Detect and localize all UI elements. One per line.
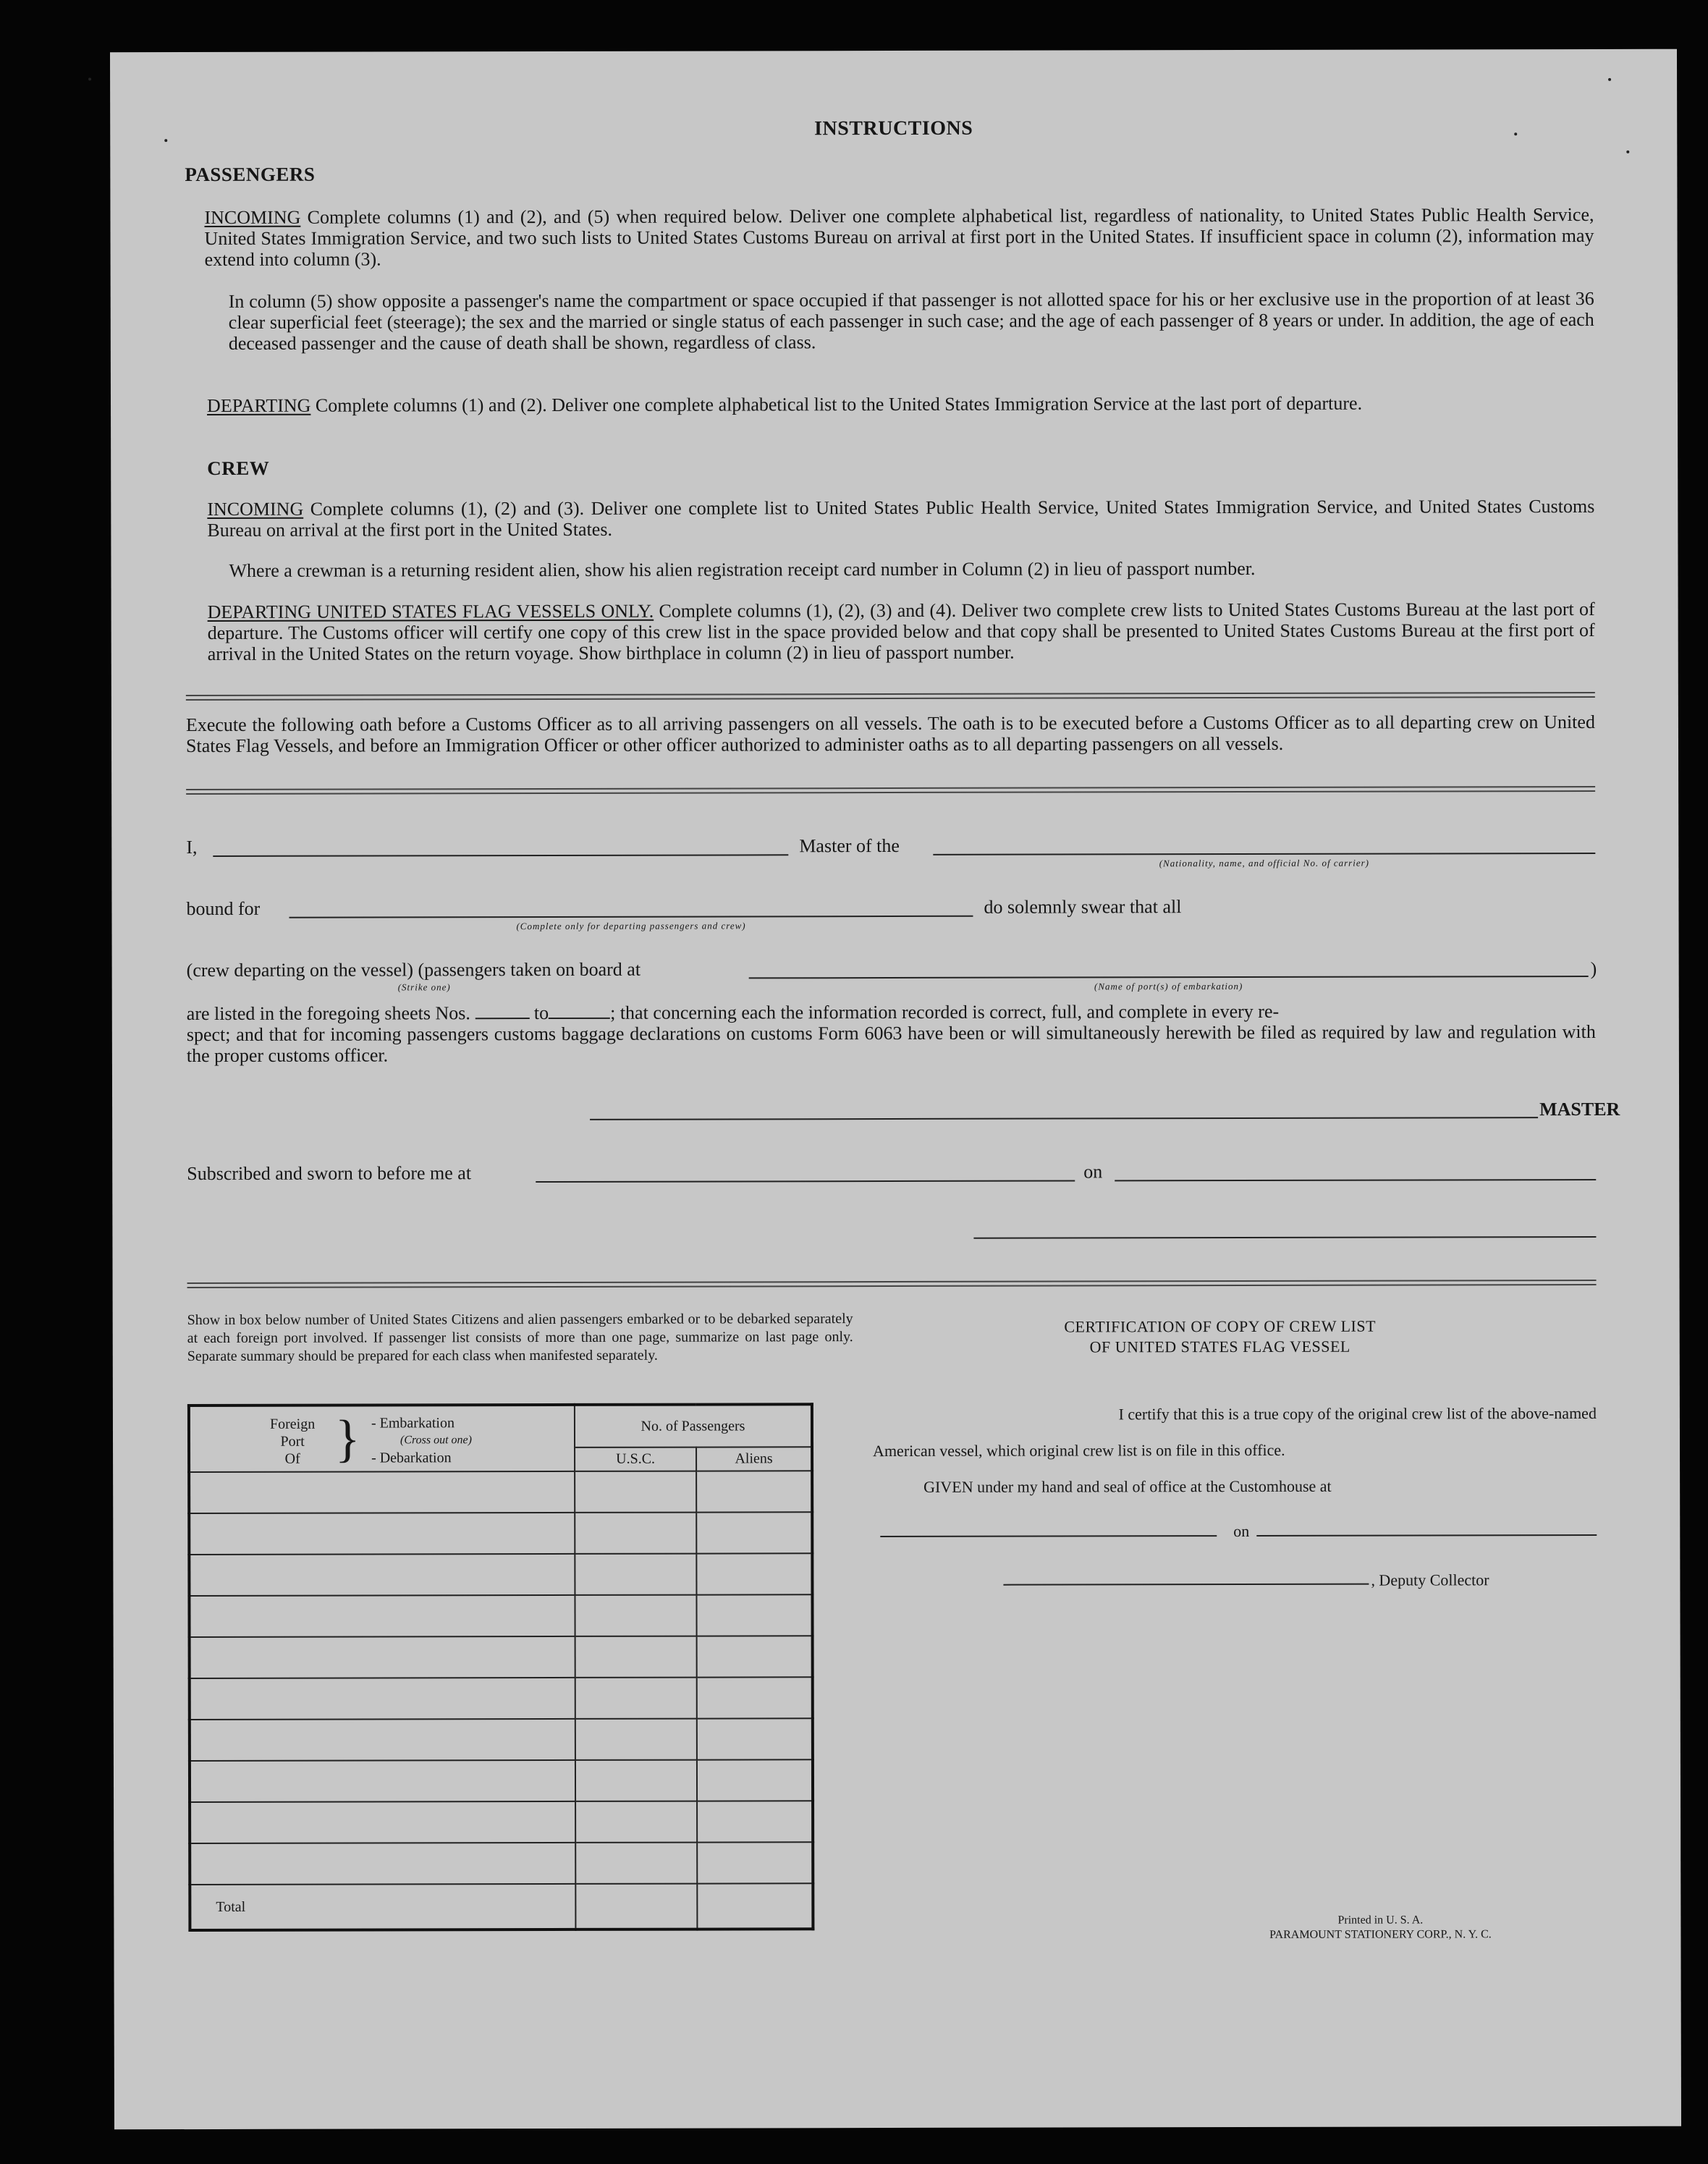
listed-line — [187, 1001, 1279, 1025]
sheet-to-field[interactable] — [549, 1018, 610, 1019]
no-passengers-header: No. of Passengers — [575, 1404, 812, 1447]
passenger-summary-table — [187, 1403, 815, 1932]
aliens-cell[interactable] — [696, 1553, 812, 1594]
bound-for-field[interactable] — [289, 916, 973, 918]
passengers-incoming-text: Complete columns (1) and (2), and (5) when required below. Deliver one complete alphabetical list, regardless of nationality, to United States Public Health Service, United States Immigration Service, and two such lists to United States Customs Bureau on arrival at first port in the United States. If insufficient space in column (2), information may extend into column (3). — [204, 203, 1594, 270]
table-row — [189, 1471, 812, 1513]
usc-cell[interactable] — [575, 1595, 696, 1636]
certification-title-line2: OF UNITED STATES FLAG VESSEL — [1089, 1337, 1350, 1356]
port-cell[interactable] — [189, 1554, 575, 1596]
close-paren: ) — [1590, 958, 1597, 979]
table-row — [190, 1801, 813, 1843]
passengers-heading: PASSENGERS — [185, 163, 316, 186]
strike-note: (Strike one) — [397, 981, 451, 993]
oath-instruction: Execute the following oath before a Customs Officer as to all arriving passengers on all vessels. The oath is to be executed before a Customs Officer as to all departing crew on United States Flag Vessels, and before an Immigration Officer or other officer authorized to administer oaths as to all departing passengers on all vessels. — [185, 711, 1595, 757]
aliens-cell[interactable] — [697, 1759, 813, 1801]
listed-prefix: are listed in the foregoing sheets Nos. — [186, 1002, 470, 1025]
crew-incoming-text: Complete columns (1), (2) and (3). Deliver one complete list to United States Public Health Service, United States Immigration Service, and United States Customs Bureau on arrival at the first port in the United States. — [207, 495, 1595, 541]
table-row — [189, 1553, 812, 1596]
aliens-cell[interactable] — [696, 1594, 812, 1636]
passengers-departing-label: DEPARTING — [206, 394, 311, 416]
crew-heading: CREW — [207, 457, 270, 479]
crew-incoming-paragraph — [207, 496, 1594, 541]
table-row — [190, 1759, 813, 1802]
speck — [88, 77, 91, 80]
speck — [1608, 78, 1611, 81]
usc-cell[interactable] — [575, 1801, 697, 1843]
port-cell[interactable] — [190, 1719, 575, 1761]
passengers-incoming-paragraph — [204, 204, 1594, 270]
sworn-on-label: on — [1083, 1161, 1103, 1183]
sheet-from-field[interactable] — [475, 1018, 529, 1019]
usc-header: U.S.C. — [575, 1447, 696, 1471]
master-signature-field[interactable] — [590, 1117, 1538, 1120]
embarkation-ports-field[interactable] — [749, 976, 1589, 979]
page-title: INSTRUCTIONS — [814, 117, 973, 140]
swear-label: do solemnly swear that all — [984, 896, 1182, 918]
table-row — [190, 1842, 813, 1885]
table-row — [189, 1594, 812, 1637]
cert-date-field[interactable] — [1256, 1534, 1597, 1537]
foreign-word: Foreign — [269, 1416, 316, 1432]
aliens-cell[interactable] — [696, 1471, 812, 1512]
oath-i-label: I, — [186, 837, 198, 858]
usc-total-cell[interactable] — [575, 1884, 697, 1930]
aliens-header: Aliens — [696, 1447, 812, 1471]
printer-line2: PARAMOUNT STATIONERY CORP., N. Y. C. — [1269, 1928, 1492, 1941]
officer-signature-field[interactable] — [973, 1236, 1596, 1239]
given-line: GIVEN under my hand and seal of office at the Customhouse at — [923, 1476, 1332, 1496]
table-row — [190, 1636, 813, 1678]
crew-passengers-label: (crew departing on the vessel) (passengers taken on board at — [186, 958, 641, 981]
table-row — [189, 1512, 812, 1555]
sworn-date-field[interactable] — [1115, 1179, 1596, 1181]
divider — [186, 786, 1595, 795]
crew-departing-label: DEPARTING UNITED STATES FLAG VESSELS ONLY. — [207, 600, 654, 622]
bound-for-label: bound for — [186, 897, 261, 920]
aliens-cell[interactable] — [697, 1677, 813, 1718]
passengers-departing-text: Complete columns (1) and (2). Deliver one complete alphabetical list to the United States Immigration Service at the last port of departure. — [310, 392, 1363, 416]
aliens-cell[interactable] — [697, 1718, 813, 1759]
printer-imprint — [1178, 1913, 1583, 1943]
master-label: MASTER — [1539, 1098, 1620, 1120]
to-label: to — [533, 1002, 549, 1024]
total-label: Total — [190, 1884, 575, 1930]
aliens-cell[interactable] — [696, 1512, 812, 1553]
debarkation-label: - Debarkation — [371, 1450, 452, 1466]
port-cell[interactable] — [189, 1595, 575, 1637]
cross-out-note: (Cross out one) — [399, 1434, 473, 1447]
usc-cell[interactable] — [575, 1760, 697, 1801]
port-cell[interactable] — [190, 1678, 575, 1720]
aliens-cell[interactable] — [697, 1636, 813, 1677]
certification-title — [916, 1316, 1524, 1358]
usc-cell[interactable] — [575, 1636, 697, 1678]
speck — [1626, 151, 1629, 153]
crew-departing-text: Complete columns (1), (2), (3) and (4). Deliver two complete crew lists to United States Customs Bureau at the last port of departure. The Customs officer will certify one copy of this crew list in the space provided below and that copy shall be presented to United States Customs Bureau at the first port of arrival in the United States on the return voyage. Show birthplace in column (2) in lieu of passport number. — [207, 598, 1595, 664]
port-cell[interactable] — [190, 1636, 575, 1678]
port-header — [189, 1405, 575, 1472]
aliens-total-cell[interactable] — [697, 1883, 813, 1929]
carrier-note: (Nationality, name, and official No. of carrier) — [1159, 857, 1370, 869]
printer-line1: Printed in U. S. A. — [1337, 1914, 1424, 1927]
sworn-place-field[interactable] — [536, 1180, 1075, 1183]
port-cell[interactable] — [190, 1760, 575, 1802]
carrier-field[interactable] — [933, 853, 1595, 855]
passengers-incoming-label: INCOMING — [204, 206, 301, 228]
table-row — [190, 1677, 813, 1720]
usc-cell[interactable] — [575, 1678, 697, 1719]
of-word: Of — [284, 1450, 300, 1467]
port-word: Port — [280, 1433, 305, 1450]
ports-note: (Name of port(s) of embarkation) — [1094, 980, 1243, 992]
certify-line1: I certify that this is a true copy of the original crew list of the above-named — [1118, 1403, 1597, 1424]
cert-on-label: on — [1233, 1521, 1250, 1541]
passengers-departing-paragraph — [207, 392, 1594, 416]
usc-cell[interactable] — [575, 1719, 697, 1760]
usc-cell[interactable] — [575, 1471, 696, 1513]
master-of-label: Master of the — [799, 834, 900, 857]
listed-rest: spect; and that for incoming passengers customs baggage declarations on customs Form 6063 have been or will simultaneously herewith be filed as required by law and regulation with the proper customs officer. — [186, 1020, 1596, 1067]
bound-for-note: (Complete only for departing passengers and crew) — [516, 920, 746, 932]
foreign-port-of — [270, 1416, 315, 1468]
deputy-signature-field[interactable] — [1003, 1584, 1369, 1586]
subscribed-label: Subscribed and sworn to before me at — [187, 1162, 472, 1185]
aliens-cell[interactable] — [697, 1801, 813, 1842]
port-cell[interactable] — [190, 1801, 575, 1843]
certification-title-line1: CERTIFICATION OF COPY OF CREW LIST — [1064, 1316, 1377, 1336]
divider — [186, 692, 1595, 701]
port-cell[interactable] — [189, 1471, 575, 1513]
crew-departing-paragraph — [208, 599, 1595, 664]
deputy-label: , Deputy Collector — [1371, 1571, 1489, 1589]
listed-suffix: ; that concerning each the information recorded is correct, full, and complete in every re- — [610, 1000, 1280, 1023]
divider — [187, 1280, 1597, 1288]
usc-cell[interactable] — [575, 1513, 696, 1554]
brace-glyph: } — [334, 1409, 360, 1468]
aliens-cell[interactable] — [697, 1842, 813, 1883]
table-row — [190, 1718, 813, 1761]
crew-incoming-label: INCOMING — [207, 498, 304, 520]
embarkation-label: - Embarkation — [371, 1415, 455, 1432]
port-cell[interactable] — [190, 1843, 575, 1885]
form-page — [110, 49, 1681, 2130]
total-row — [190, 1883, 813, 1930]
crew-resident-paragraph: Where a crewman is a returning resident alien, show his alien registration receipt card number in Column (2) in lieu of passport number. — [229, 557, 1256, 581]
usc-cell[interactable] — [575, 1843, 697, 1884]
passengers-column5-paragraph: In column (5) show opposite a passenger's name the compartment or space occupied if that passenger is not allotted space for his or her exclusive use in the proportion of at least 36 clear superficial feet (steerage); the sex and the married or single status of each passenger in such case; and the age of each passenger of 8 years or under. In addition, the age of each deceased passenger and the cause of death shall be shown, regardless of class. — [228, 287, 1594, 354]
port-cell[interactable] — [189, 1513, 575, 1555]
customhouse-field[interactable] — [880, 1535, 1217, 1537]
usc-cell[interactable] — [575, 1554, 696, 1595]
summary-instruction: Show in box below number of United States Citizens and alien passengers embarked or to be debarked separately at each foreign port involved. If passenger list consists of more than one page, summarize on last page only. Separate summary should be prepared for each class when manifested separately. — [187, 1311, 853, 1365]
certify-line2: American vessel, which original crew list is on file in this office. — [873, 1440, 1285, 1461]
master-name-field[interactable] — [213, 854, 788, 857]
